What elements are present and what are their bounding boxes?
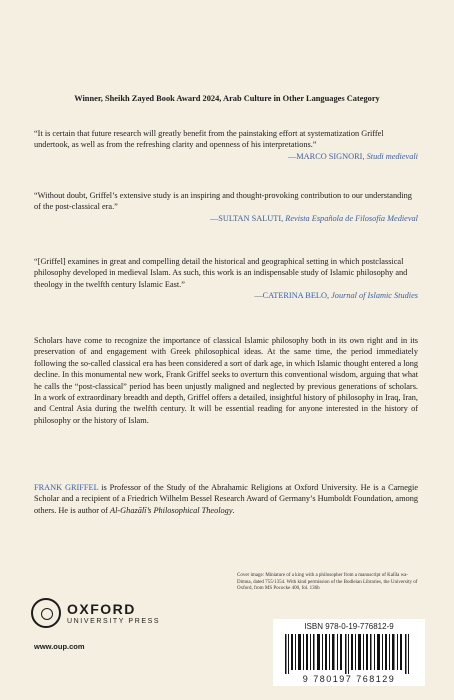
quote-attribution bbox=[34, 213, 418, 224]
cover-credit: Cover image: Miniature of a king with a philosopher from a manuscript of Kalīla wa-Dimna, dated 755/1354. With kind permission of the Bodleian Libraries, the University of Oxford, from MS Pococke 400, fol. 136b bbox=[237, 573, 418, 592]
quote-author: —MARCO SIGNORI, bbox=[288, 151, 365, 161]
review-quote bbox=[34, 128, 418, 162]
author-bio bbox=[34, 482, 418, 516]
barcode-number: 9 780197 768129 bbox=[302, 674, 396, 684]
quote-attribution bbox=[34, 151, 418, 162]
review-quote bbox=[34, 256, 418, 302]
quote-text: “It is certain that future research will greatly benefit from the painstaking effort at systematization Griffel undertook, as well as from the refreshing clarity and openness of his interpretations.” bbox=[34, 129, 384, 150]
publisher-wordmark bbox=[67, 602, 160, 625]
publisher-logo bbox=[31, 598, 160, 628]
quote-author: —CATERINA BELO, bbox=[254, 291, 330, 301]
author-bio-end: . bbox=[232, 505, 235, 515]
book-blurb: Scholars have come to recognize the importance of classical Islamic philosophy both in its own right and in its preservation of and engagement with Greek philosophical ideas. At the same time, the period immediately following the so-called classical era has been considered a sort of dark age, in which Islamic thought entered a long decline. In this monumental new work, Frank Griffel seeks to overturn this conventional wisdom, arguing that what he calls the “post-classical” period has been unjustly maligned and neglected by previous generations of scholars. In a work of extraordinary breadth and depth, Griffel offers a detailed, insightful history of philosophy in Iraq, Iran, and Central Asia during the twelfth century. It will be essential reading for anyone interested in the history of philosophy or the history of Islam. bbox=[34, 336, 418, 425]
barcode-panel bbox=[273, 619, 425, 686]
publisher-name: OXFORD bbox=[67, 600, 136, 617]
author-bio-text: is Professor of the Study of the Abrahamic Religions at Oxford University. He is a Carnegie Scholar and a recipient of a Friedrich Wilhelm Bessel Research Award of Germany’s Humboldt Foundation, among others. He is author of bbox=[34, 483, 419, 515]
barcode-icon bbox=[285, 634, 413, 674]
review-quote bbox=[34, 190, 418, 224]
oxford-logo-icon bbox=[31, 598, 61, 628]
quote-attribution bbox=[34, 290, 418, 301]
quote-text: “[Griffel] examines in great and compelling detail the historical and geographical setting in which postclassical philosophy developed in medieval Islam. As such, this work is an indispensable study of Islamic philosophy and theology in the twelfth century Islamic East.” bbox=[34, 257, 408, 289]
quote-text: “Without doubt, Griffel’s extensive study is an inspiring and thought-provoking contribution to our understanding of the post-classical era.” bbox=[34, 191, 412, 212]
author-name: FRANK GRIFFEL bbox=[34, 483, 99, 492]
publisher-url: www.oup.com bbox=[34, 642, 85, 651]
publisher-press: UNIVERSITY PRESS bbox=[67, 617, 161, 625]
quote-source: Revista Española de Filosofía Medieval bbox=[285, 213, 418, 223]
quote-source: Journal of Islamic Studies bbox=[331, 291, 418, 301]
quote-author: —SULTAN SALUTI, bbox=[209, 213, 284, 223]
author-book-title: Al-Ghazālī’s Philosophical Theology bbox=[110, 505, 233, 515]
isbn-label: ISBN 978-0-19-776812-9 bbox=[304, 622, 394, 631]
quote-source: Studi medievali bbox=[366, 151, 418, 161]
award-line: Winner, Sheikh Zayed Book Award 2024, Arab Culture in Other Languages Category bbox=[74, 94, 380, 103]
